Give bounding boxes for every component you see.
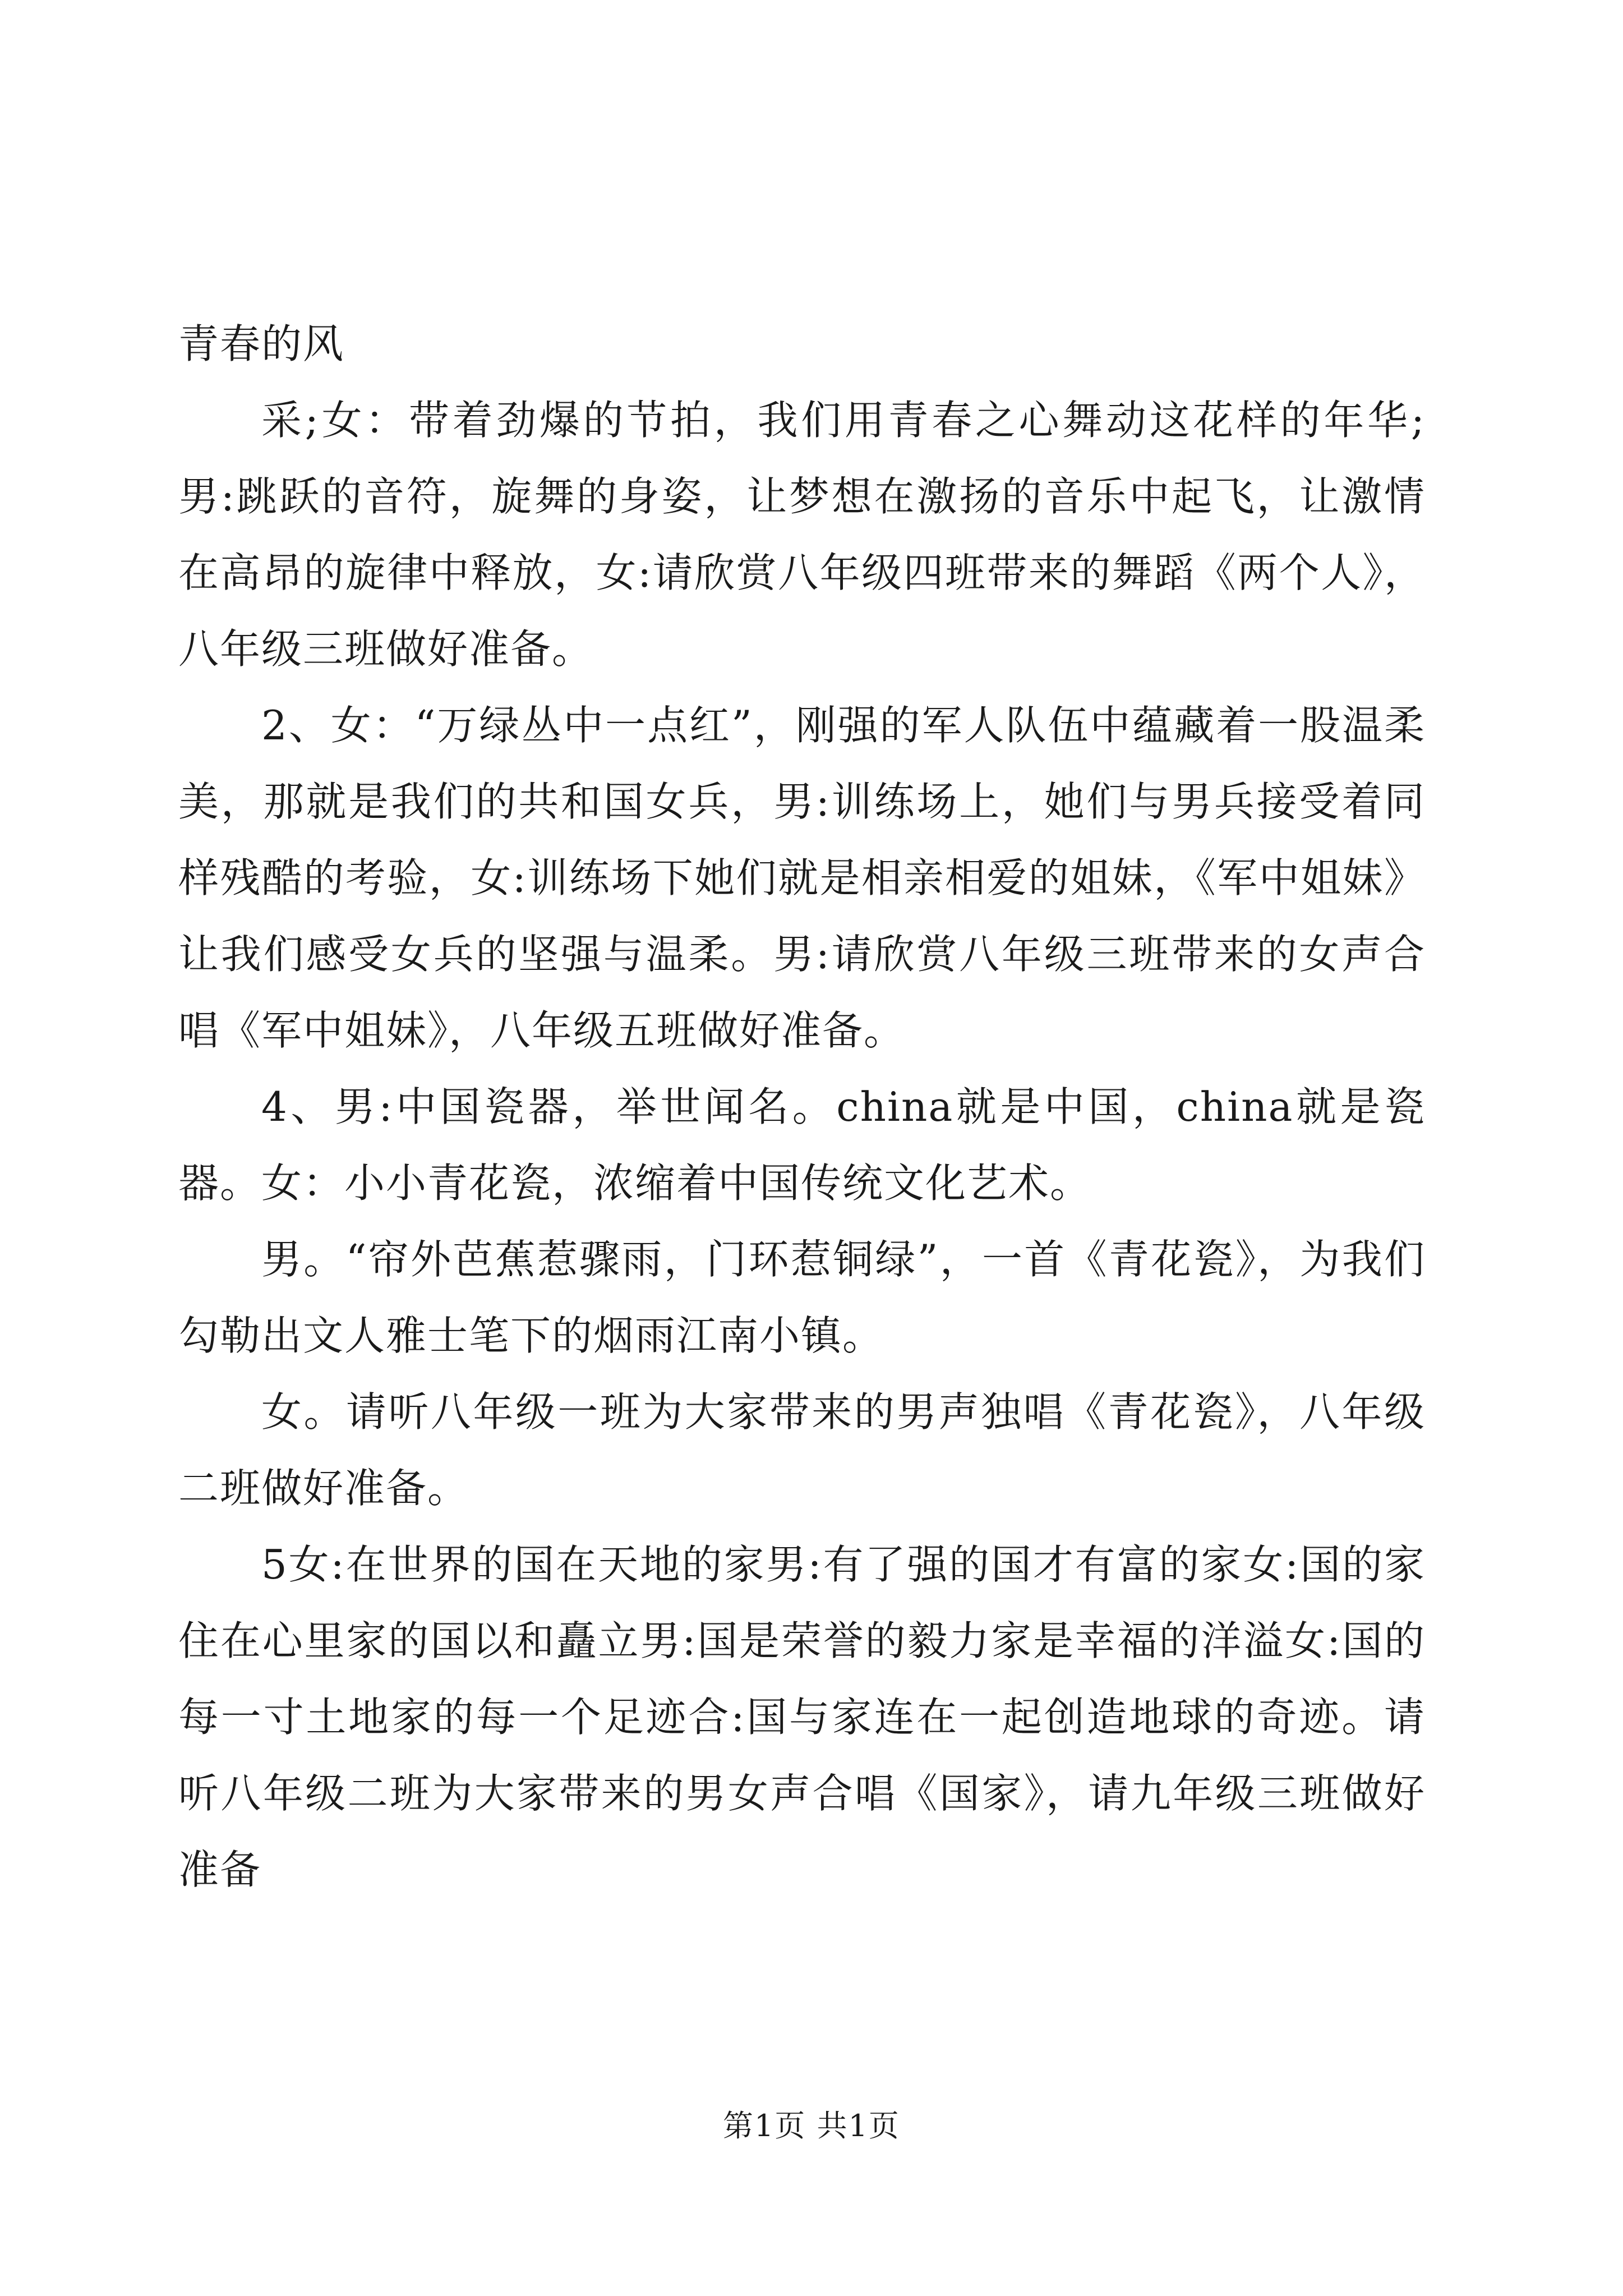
- paragraph-nation-home: 5女:在世界的国在天地的家男:有了强的国才有富的家女:国的家住在心里家的国以和矗立男:国是荣誉的毅力家是幸福的洋溢女:国的每一寸土地家的每一个足迹合:国与家连在一起创造地球的奇迹。请听八年级二班为大家带来的男女声合唱《国家》，请九年级三班做好准备: [178, 1541, 1426, 1893]
- paragraph-dance-intro: 采;女：带着劲爆的节拍，我们用青春之心舞动这花样的年华;男:跳跃的音符，旋舞的身姿，让梦想在激扬的音乐中起飞，让激情在高昂的旋律中释放，女:请欣赏八年级四班带来的舞蹈《两个人》，八年级三班做好准备。: [178, 397, 1426, 673]
- paragraph-female-soldiers: 2、女：“万绿丛中一点红”，刚强的军人队伍中蕴藏着一股温柔美，那就是我们的共和国女兵，男:训练场上，她们与男兵接受着同样残酷的考验，女:训练场下她们就是相亲相爱的姐妹，《军中姐妹》让我们感受女兵的坚强与温柔。男:请欣赏八年级三班带来的女声合唱《军中姐妹》，八年级五班做好准备。: [178, 702, 1426, 1054]
- paragraph-blue-white-porcelain: 男。“帘外芭蕉惹骤雨，门环惹铜绿”，一首《青花瓷》，为我们勾勒出文人雅士笔下的烟雨江南小镇。: [178, 1236, 1426, 1359]
- paragraph-continuation-heading: 青春的风: [178, 320, 345, 367]
- paragraph-china-porcelain: 4、男:中国瓷器，举世闻名。china就是中国，china就是瓷器。女：小小青花瓷，浓缩着中国传统文化艺术。: [178, 1083, 1426, 1207]
- document-body: [178, 306, 1426, 1908]
- paragraph-solo-intro: 女。请听八年级一班为大家带来的男声独唱《青花瓷》，八年级二班做好准备。: [178, 1388, 1426, 1512]
- page-number-footer: 第1页 共1页: [723, 2108, 900, 2143]
